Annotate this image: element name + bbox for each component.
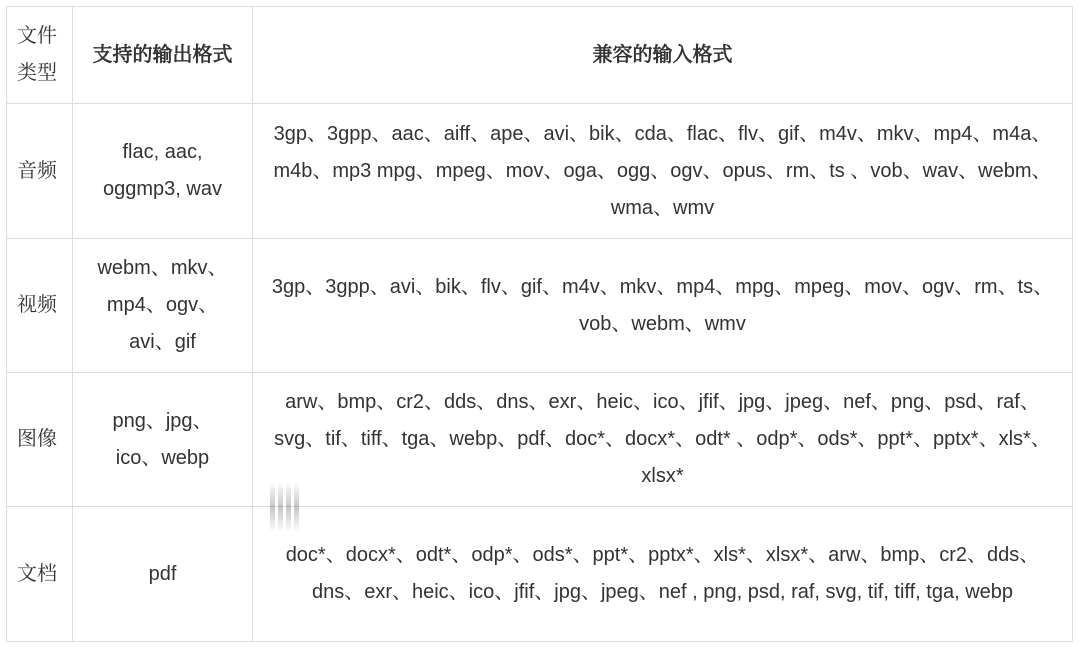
file-type-cell: 音频 — [7, 104, 73, 239]
input-formats-cell: 3gp、3gpp、aac、aiff、ape、avi、bik、cda、flac、flv、gif、m4v、mkv、mp4、m4a、m4b、mp3 mpg、mpeg、mov、oga、ogg、ogv、opus、rm、ts 、vob、wav、webm、wma、wmv — [253, 104, 1073, 239]
table-header-row — [7, 7, 1073, 104]
input-formats-cell: arw、bmp、cr2、dds、dns、exr、heic、ico、jfif、jpg、jpeg、nef、png、psd、raf、svg、tif、tiff、tga、webp、pdf、doc*、docx*、odt* 、odp*、ods*、ppt*、pptx*、xls*、xlsx* — [253, 373, 1073, 507]
header-input-formats: 兼容的输入格式 — [253, 7, 1073, 104]
table-row-video — [7, 239, 1073, 373]
output-formats-cell: pdf — [73, 507, 253, 642]
table-row-audio — [7, 104, 1073, 239]
format-compatibility-table — [6, 6, 1073, 642]
output-formats-cell: png、jpg、ico、webp — [73, 373, 253, 507]
input-formats-cell: 3gp、3gpp、avi、bik、flv、gif、m4v、mkv、mp4、mpg、mpeg、mov、ogv、rm、ts、vob、webm、wmv — [253, 239, 1073, 373]
file-type-cell: 图像 — [7, 373, 73, 507]
header-file-type: 文件类型 — [7, 7, 73, 104]
table-row-document — [7, 507, 1073, 642]
header-output-formats: 支持的输出格式 — [73, 7, 253, 104]
output-formats-cell: flac, aac, oggmp3, wav — [73, 104, 253, 239]
table-row-image — [7, 373, 1073, 507]
input-formats-cell: doc*、docx*、odt*、odp*、ods*、ppt*、pptx*、xls*、xlsx*、arw、bmp、cr2、dds、dns、exr、heic、ico、jfif、jpg、jpeg、nef , png, psd, raf, svg, tif, tiff, tga, webp — [253, 507, 1073, 642]
file-type-cell: 文档 — [7, 507, 73, 642]
file-type-cell: 视频 — [7, 239, 73, 373]
output-formats-cell: webm、mkv、mp4、ogv、avi、gif — [73, 239, 253, 373]
